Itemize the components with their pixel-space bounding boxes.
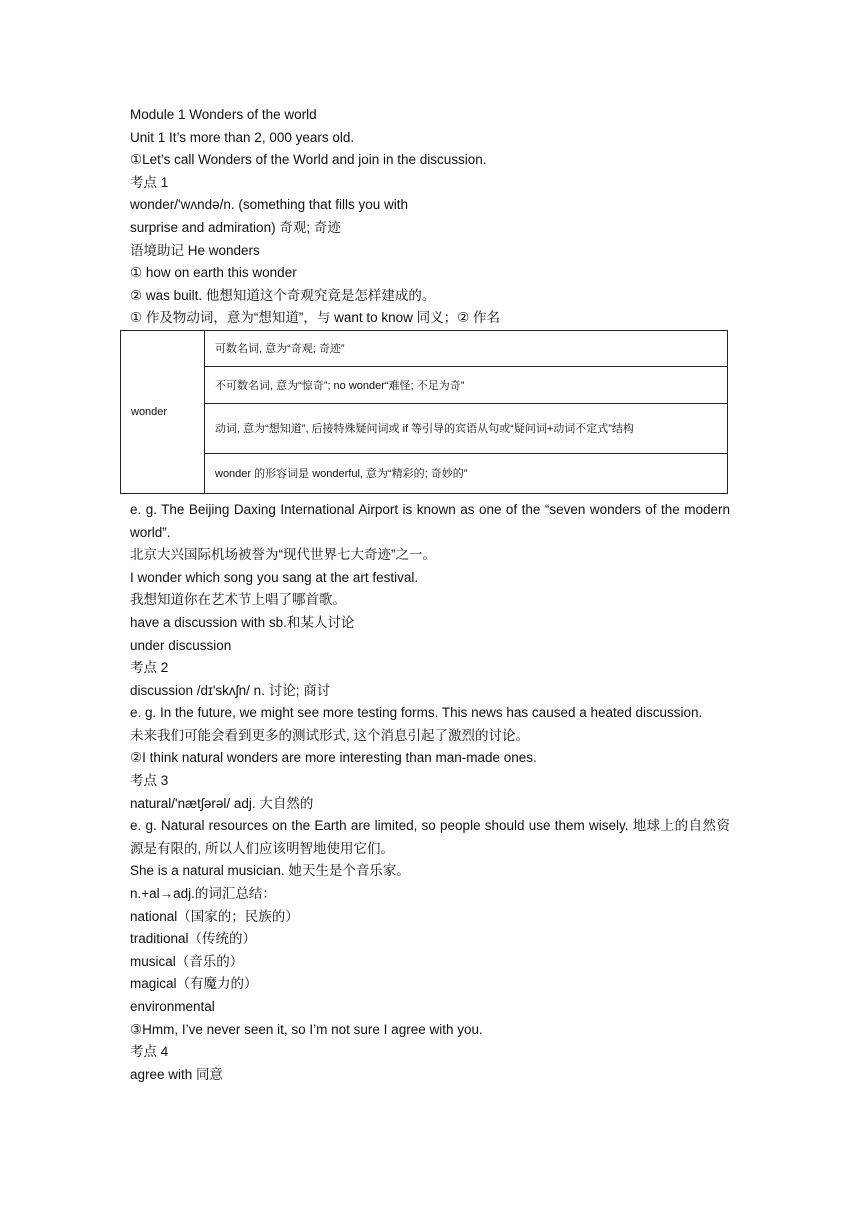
text-line: ③Hmm, I’ve never seen it, so I’m not sure I agree with you. <box>130 1021 483 1037</box>
text-line: 我想知道你在艺术节上唱了哪首歌。 <box>130 592 346 608</box>
text-line: She is a natural musician. 她天生是个音乐家。 <box>130 863 410 879</box>
module-title: Module 1 Wonders of the world <box>130 107 317 122</box>
text-line: national（国家的；民族的） <box>130 908 299 924</box>
section-label: 考点 3 <box>130 773 169 789</box>
text-line: e. g. In the future, we might see more testing forms. This news has caused a heated discussion. <box>130 705 703 721</box>
table-cell: 不可数名词, 意为“惊奇”; no wonder“难怪; 不足为奇” <box>205 366 728 403</box>
wonder-usage-table <box>120 330 728 494</box>
example-sentence: e. g. The Beijing Daxing International Airport is known as one of the “seven wonders of the modern world”. <box>130 501 730 540</box>
section-label: 考点 1 <box>130 174 169 190</box>
unit-title: Unit 1 It’s more than 2, 000 years old. <box>130 129 355 145</box>
text-line: ①Let’s call Wonders of the World and join in the discussion. <box>130 152 487 168</box>
text-line: ① 作及物动词，意为“想知道”，与 want to know 同义；② 作名 <box>130 310 500 326</box>
text-line: wonder/'wʌndə/n. (something that fills you with <box>130 197 408 213</box>
document-page <box>130 104 730 1086</box>
text-line: natural/'nætʃərəl/ adj. 大自然的 <box>130 795 314 811</box>
text-line: discussion /dɪ'skʌʃn/ n. 讨论; 商讨 <box>130 682 331 698</box>
text-line: 北京大兴国际机场被誉为“现代世界七大奇迹”之一。 <box>130 547 436 563</box>
text-line: musical（音乐的） <box>130 953 244 969</box>
text-line: I wonder which song you sang at the art festival. <box>130 569 419 585</box>
section-label: 考点 2 <box>130 660 169 676</box>
text-line: 语境助记 He wonders <box>130 242 260 258</box>
text-line: under discussion <box>130 637 232 653</box>
text-line: 未来我们可能会看到更多的测试形式, 这个消息引起了激烈的讨论。 <box>130 727 530 743</box>
text-line: agree with 同意 <box>130 1066 224 1082</box>
text-line: traditional（传统的） <box>130 931 257 947</box>
text-line: ② was built. 他想知道这个奇观究竟是怎样建成的。 <box>130 287 436 303</box>
text-line: environmental <box>130 999 215 1014</box>
example-sentence: e. g. Natural resources on the Earth are limited, so people should use them wisely. 地球上的自然资源是有限的, 所以人们应该明智地使用它们。 <box>130 818 730 856</box>
table-head-cell: wonder <box>121 330 205 493</box>
text-line: have a discussion with sb.和某人讨论 <box>130 614 355 630</box>
text-line: ②I think natural wonders are more interesting than man-made ones. <box>130 750 537 766</box>
text-line: ① how on earth this wonder <box>130 265 297 281</box>
text-line: surprise and admiration) 奇观; 奇迹 <box>130 219 341 235</box>
table-cell: wonder 的形容词是 wonderful, 意为“精彩的; 奇妙的” <box>205 453 728 493</box>
text-line: magical（有魔力的） <box>130 976 258 992</box>
table-cell: 可数名词, 意为“奇观; 奇迹” <box>205 330 728 366</box>
table-cell: 动词, 意为“想知道”, 后接特殊疑问词或 if 等引导的宾语从句或“疑问词+动词不定式”结构 <box>205 403 728 453</box>
section-label: 考点 4 <box>130 1044 169 1060</box>
text-line: n.+al→adj.的词汇总结： <box>130 886 276 902</box>
